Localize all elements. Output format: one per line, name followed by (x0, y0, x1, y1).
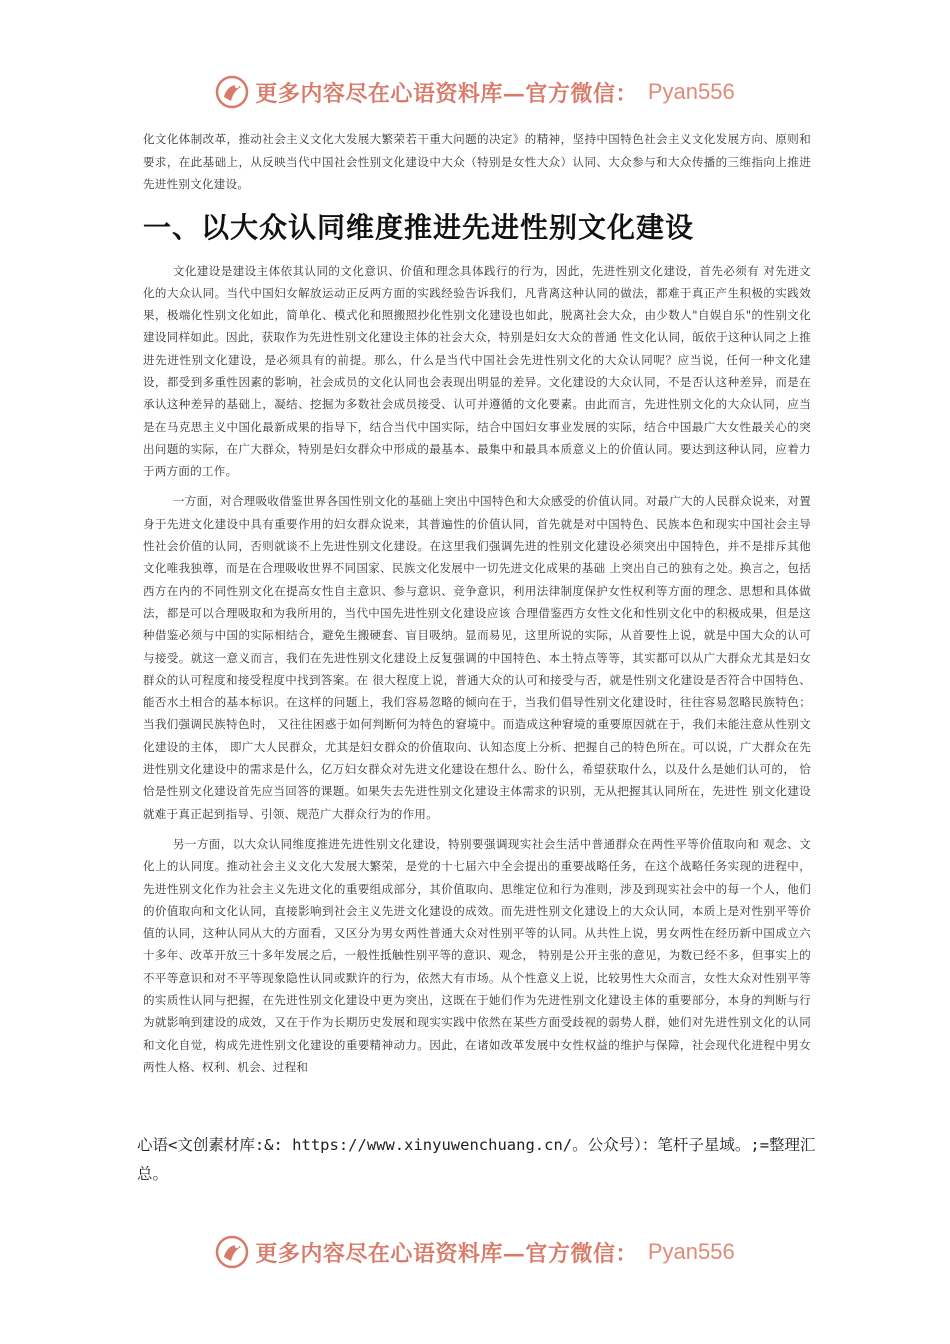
wechat-id-bottom: Pyan556 (647, 1239, 735, 1264)
brand-logo-icon (215, 1235, 249, 1269)
body-paragraph-1: 文化建设是建设主体依其认同的文化意识、价值和理念具体践行的行为，因此，先进性别文化建设，首先必须有 对先进文化的大众认同。当代中国妇女解放运动正反两方面的实践经验告诉我们，凡背离这种认同的做法，都难于真正产生积极的实践效果，极端化性别文化如此，简单化、模式化和照搬照抄化性别文化建设也如此，脱离社会大众，由少数人"自娱自乐"的性别文化建设同样如此。因此，获取作为先进性别文化建设主体的社会大众，特别是妇女大众的普通 性文化认同，皈依于这种认同之上推进先进性别文化建设，是必须具有的前提。那么，什么是当代中国社会先进性别文化的大众认同呢？应当说，任何一种文化建设，都受到多重性因素的影响，社会成员的文化认同也会表现出明显的差异。文化建设的大众认同，不是否认这种差异，而是在承认这种差异的基础上，凝结、挖掘为多数社会成员接受、认可并遵循的文化要素。由此而言，先进性别文化的大众认同，应当是在马克思主义中国化最新成果的指导下，结合当代中国实际，结合中国妇女事业发展的实际，结合中国最广大女性最关心的突出问题的实际，在广大群众，特别是妇女群众中形成的最基本、最集中和最具本质意义上的价值认同。要达到这种认同，应着力于两方面的工作。 (143, 263, 811, 479)
body-paragraph-3: 另一方面，以大众认同维度推进先进性别文化建设，特别要强调现实社会生活中普通群众在两性平等价值取向和 观念、文化上的认同度。推动社会主义文化大发展大繁荣，是党的十七届六中全会提出的重要战略任务，在这个战略任务实现的进程中，先进性别文化作为社会主义先进文化的重要组成部分，其价值取向、思维定位和行为准则，涉及到现实社会中的每一个人，他们的价值取向和文化认同，直接影响到社会主义先进文化建设的成效。而先进性别文化建设上的大众认同，本质上是对性别平等价值的认同，这种认同从大的方面看，又区分为男女两性普通大众对性别平等的认同。从共性上说，男女两性在经历新中国成立六十多年、改革开放三十多年发展之后，一般性抵触性别平等的意识、观念， 特别是公开主张的意见，为数已经不多，但事实上的不平等意识和对不平等现象隐性认同或默许的行为，依然大有市场。从个性意义上说，比较男性大众而言，女性大众对性别平等的实质性认同与把握，在先进性别文化建设中更为突出，这既在于她们作为先进性别文化建设主体的重要部分，本身的判断与行为就影响到建设的成效，又在于作为长期历史发展和现实实践中依然在某些方面受歧视的弱势人群，她们对先进性别文化的认同和文化自觉，构成先进性别文化建设的重要精神动力。因此，在诸如改革发展中女性权益的维护与保障，社会现代化进程中男女两性人格、权利、机会、过程和 (143, 836, 811, 1074)
document-body (143, 128, 811, 1086)
body-paragraph-2: 一方面，对合理吸收借鉴世界各国性别文化的基础上突出中国特色和大众感受的价值认同。对最广大的人民群众说来，对置身于先进文化建设中具有重要作用的妇女群众说来，其普遍性的价值认同，首先就是对中国特色、民族本色和现实中国社会主导性社会价值的认同，否则就谈不上先进性别文化建设。在这里我们强调先进的性别文化建设必须突出中国特色，并不是排斥其他文化唯我独尊，而是在合理吸收世界不同国家、民族文化发展中一切先进文化成果的基础 上突出自己的独有之处。换言之，包括西方在内的不同性别文化在提高女性自主意识、参与意识、竞争意识，利用法律制度保护女性权利等方面的理念、思想和具体做法，都是可以合理吸取和为我所用的，当代中国先进性别文化建设应该 合理借鉴西方女性文化和性别文化中的积极成果，但是这种借鉴必须与中国的实际相结合，避免生搬硬套、盲目吸纳。显而易见，这里所说的实际，从首要性上说，就是中国大众的认可与接受。就这一意义而言，我们在先进性别文化建设上反复强调的中国特色、本土特点等等，其实都可以从广大群众尤其是妇女群众的认可程度和接受程度中找到答案。在 很大程度上说，普通大众的认可和接受与否，就是性别文化建设是否符合中国特色、能否水土相合的基本标识。在这样的问题上，我们容易忽略的倾向在于，当我们倡导性别文化建设时，往往容易忽略民族特色；当我们强调民族特色时， 又往往困惑于如何判断何为特色的窘境中。而造成这种窘境的重要原因就在于，我们未能注意从性别文化建设的主体， 即广大人民群众，尤其是妇女群众的价值取向、认知态度上分析、把握自己的特色所在。可以说，广大群众在先进性别文化建设中的需求是什么，亿万妇女群众对先进文化建设在想什么、盼什么，希望获取什么，以及什么是她们认可的， 恰恰是性别文化建设首先应当回答的课题。如果失去先进性别文化建设主体需求的识别，无从把握其认同所在，先进性 别文化建设就难于真正起到指导、引领、规范广大群众行为的作用。 (143, 494, 811, 821)
wechat-id: Pyan556 (647, 79, 735, 104)
banner-text-bottom: 更多内容尽在心语资料库—官方微信： (255, 1240, 638, 1267)
section-heading: 一、以大众认同维度推进先进性别文化建设 (143, 210, 695, 244)
brand-logo-icon (215, 75, 249, 109)
banner-content-bottom (215, 1235, 734, 1269)
top-banner (0, 72, 950, 112)
banner-text: 更多内容尽在心语资料库—官方微信： (255, 80, 638, 107)
source-note: 心语<文创素材库:&: https://www.xinyuwenchuang.cn/。公众号）：笔杆子星域。;=整理汇总。 (137, 1136, 816, 1183)
bottom-banner (0, 1232, 950, 1272)
intro-paragraph: 化文化体制改革，推动社会主义文化大发展大繁荣若干重大问题的决定》的精神，坚持中国特色社会主义文化发展方向、原则和要求，在此基础上，从反映当代中国社会性别文化建设中大众（特别是女性大众）认同、大众参与和大众传播的三维指向上推进先进性别文化建设。 (143, 132, 811, 191)
banner-content (215, 75, 734, 109)
